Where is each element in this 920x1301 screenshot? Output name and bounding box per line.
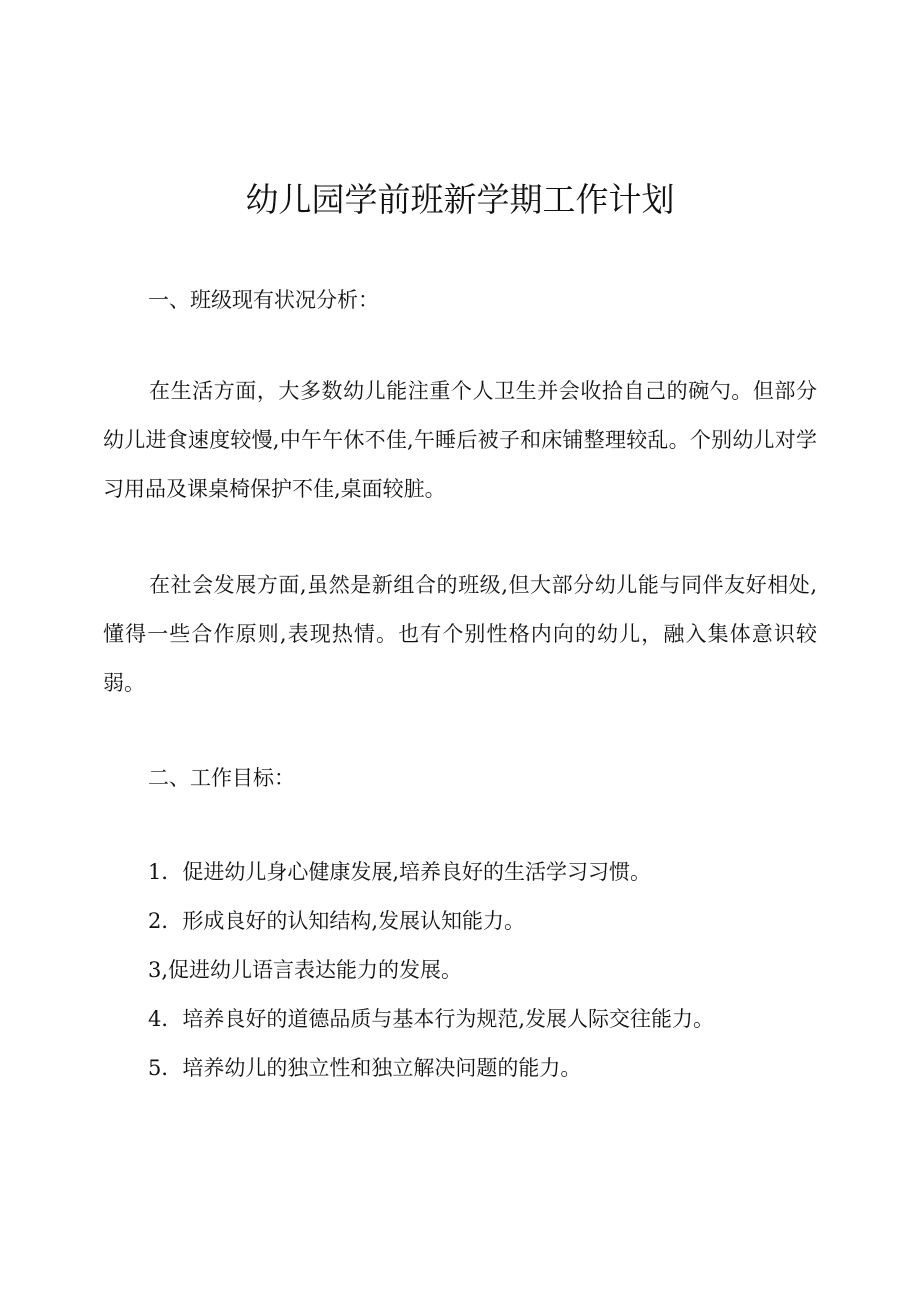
section-heading-class-analysis: 一、班级现有状况分析：	[148, 288, 379, 312]
goal-item-5: 5．培养幼儿的独立性和独立解决问题的能力。	[148, 1056, 582, 1080]
goal-item-1: 1．促进幼儿身心健康发展,培养良好的生活学习习惯。	[148, 860, 652, 884]
goal-item-4: 4．培养良好的道德品质与基本行为规范,发展人际交往能力。	[148, 1007, 715, 1031]
paragraph-daily-life: 在生活方面，大多数幼儿能注重个人卫生并会收拾自己的碗勺。但部分幼儿进食速度较慢,中午午休不佳,午睡后被子和床铺整理较乱。个别幼儿对学习用品及课桌椅保护不佳,桌面较脏。	[103, 379, 817, 501]
goal-item-3: 3,促进幼儿语言表达能力的发展。	[148, 958, 463, 982]
section-heading-work-goals: 二、工作目标：	[148, 766, 295, 790]
goal-item-2: 2．形成良好的认知结构,发展认知能力。	[148, 909, 526, 933]
paragraph-social-development: 在社会发展方面,虽然是新组合的班级,但大部分幼儿能与同伴友好相处,懂得一些合作原则,表现热情。也有个别性格内向的幼儿，融入集体意识较弱。	[103, 573, 817, 695]
document-title: 幼儿园学前班新学期工作计划	[245, 180, 675, 219]
